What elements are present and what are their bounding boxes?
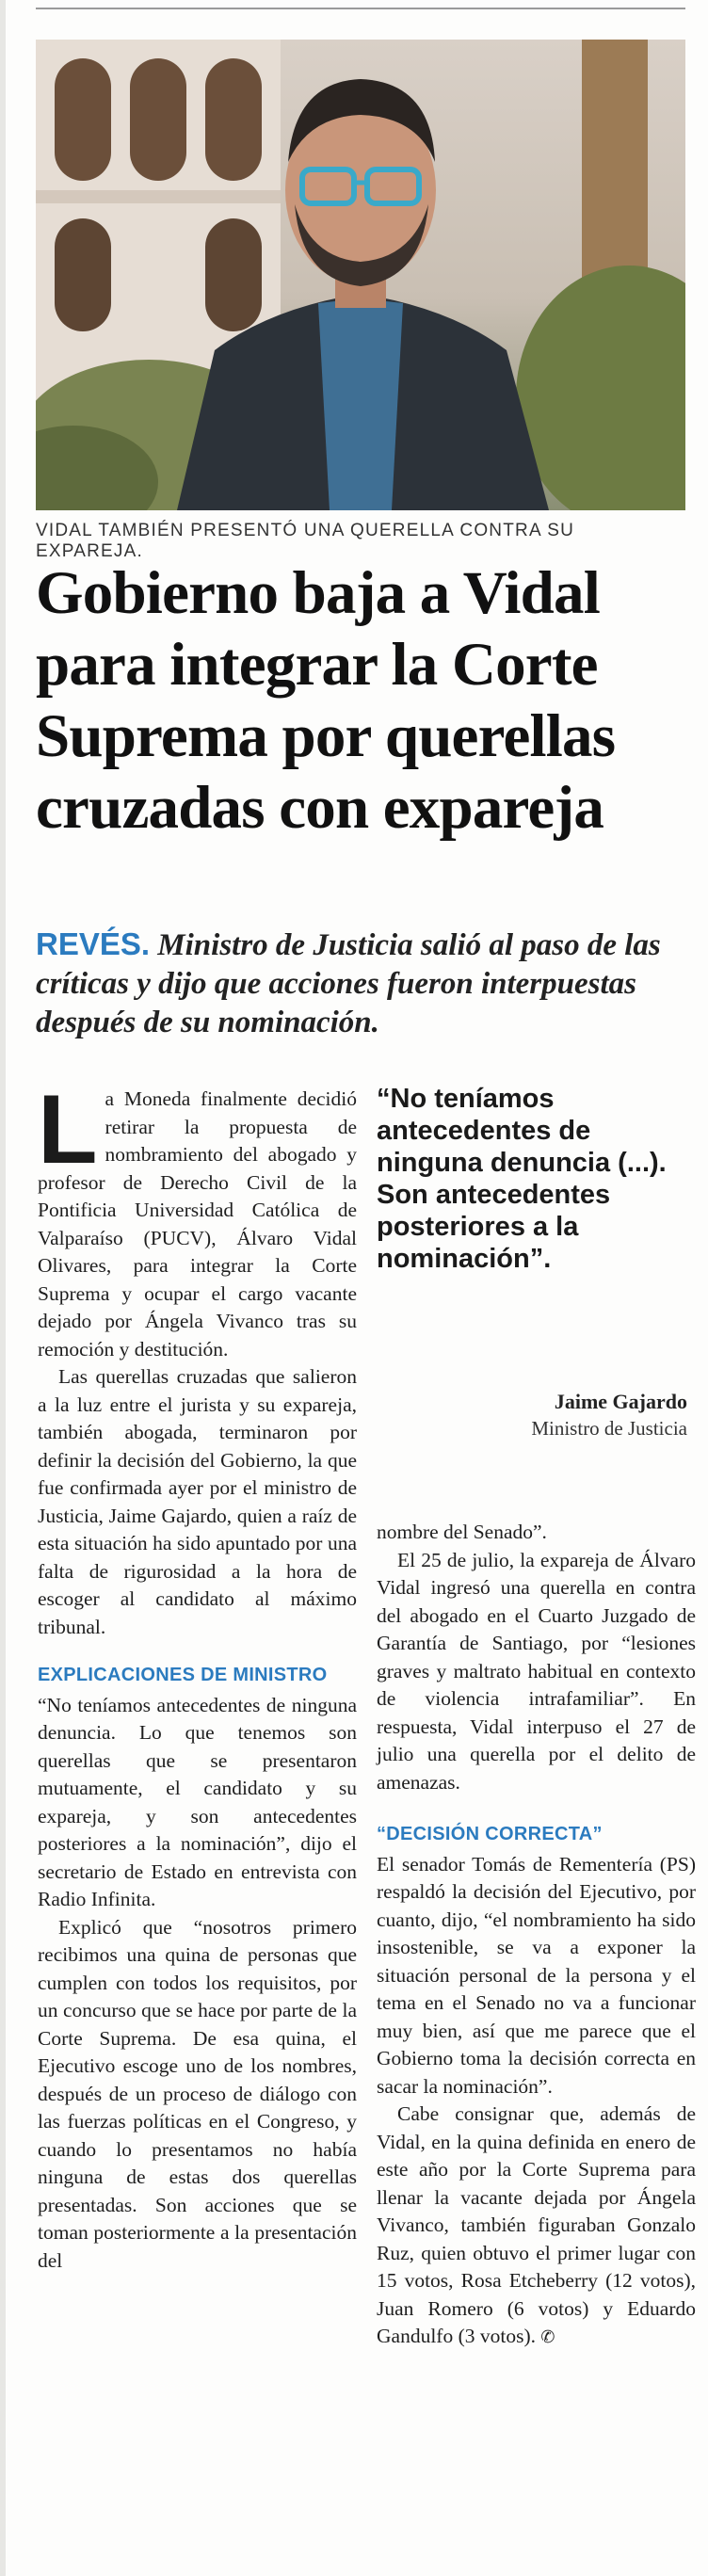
article-photo [36,40,685,510]
photo-caption: VIDAL TAMBIÉN PRESENTÓ UNA QUERELLA CONTRA SU EXPAREJA. [36,521,575,561]
body-paragraph-3: “No teníamos antecedentes de ninguna denuncia. Lo que tenemos son querellas que se presentaron mutuamente, el candidato y su expareja, y son antecedentes posteriores a la nominación”, dijo el secretario de Estado en entrevista con Radio Infinita. [38,1693,357,1910]
body-paragraph-2: Las querellas cruzadas que salieron a la luz entre el jurista y su expareja, también abogada, terminaron por definir la decisión del Gobierno, la que fue confirmada ayer por el ministro de Justicia, Jaime Gajardo, quien a raíz de esta situación ha sido apuntado por una falta de rigurosidad a la hora de escoger al candidato al máximo tribunal. [38,1365,357,1638]
body-paragraph-4-continued: nombre del Senado”. [377,1521,547,1543]
body-paragraph-7-text: Cabe consignar que, además de Vidal, en la quina definida en enero de este año por la Corte Suprema para llenar la vacante dejada por Ángela Vivanco, también figuraban Gonzalo Ruz, quien obtuvo el primer lugar con 15 votos, Rosa Etcheberry (12 votos), Juan Romero (6 votos) y Eduardo Gandulfo (3 votos). [377,2102,696,2347]
headline-line-3: Suprema por querellas [36,702,616,770]
top-rule [36,8,685,9]
lead-kicker: REVÉS. [36,926,151,961]
body-column-left [38,1075,357,2275]
body-paragraph-7 [377,2101,696,2352]
subhead-decision-correcta: “DECISIÓN CORRECTA” [377,1824,603,1844]
drop-cap: L [38,1075,98,1184]
subhead-explicaciones: EXPLICACIONES DE MINISTRO [38,1665,328,1685]
headline-line-1: Gobierno baja a Vidal [36,559,600,627]
pull-quote-name: Jaime Gajardo [554,1390,687,1413]
lead-text: Ministro de Justicia salió al paso de las críticas y dijo que acciones fueron interpuestas después de su nominación. [36,928,661,1039]
end-mark-icon: ✆ [540,2327,555,2347]
pull-quote: “No teníamos antecedentes de ninguna denuncia (...). Son antecedentes posteriores a la nominación”. [377,1084,667,1274]
headline [36,557,685,844]
headline-line-2: para integrar la Corte [36,631,598,699]
photo-illustration [36,40,685,510]
pull-quote-role: Ministro de Justicia [531,1417,687,1440]
body-column-right [377,1519,696,2352]
body-paragraph-1 [38,1075,357,1363]
body-paragraph-4: Explicó que “nosotros primero recibimos una quina de personas que cumplen con todos los requisitos, por un concurso que se hace por parte de la Corte Suprema. De esa quina, el Ejecutivo escoge uno de los nombres, después de un proceso de diálogo con las fuerzas políticas en el Congreso, y cuando lo presentamos no había ninguna de estas dos querellas presentadas. Son acciones que se toman posteriormente a la presentación del [38,1915,357,2272]
lead-paragraph [36,925,690,1042]
body-paragraph-5: El 25 de julio, la expareja de Álvaro Vidal ingresó una querella en contra del abogado en el Cuarto Juzgado de Garantía de Santiago, por “lesiones graves y maltrato habitual en contexto de violencia intrafamiliar”. En respuesta, Vidal interpuso el 27 de julio una querella por el delito de amenazas. [377,1548,696,1794]
page-edge [0,0,6,2576]
headline-line-4: cruzadas con expareja [36,774,604,842]
body-paragraph-1-text: a Moneda finalmente decidió retirar la propuesta de nombramiento del abogado y profesor de Derecho Civil de la Pontificia Universidad Católica de Valparaíso (PUCV), Álvaro Vidal Olivares, para integrar la Corte Suprema y ocupar el cargo vacante dejado por Ángela Vivanco tras su remoción y destitución. [38,1087,357,1360]
body-paragraph-6: El senador Tomás de Rementería (PS) respaldó la decisión del Ejecutivo, por cuanto, dijo, “el nombramiento ha sido insostenible, se va a exponer la situación personal de la persona y el tema en el Senado no va a funcionar muy bien, así que me parece que el Gobierno toma la decisión correcta en sacar la nominación”. [377,1852,696,2098]
